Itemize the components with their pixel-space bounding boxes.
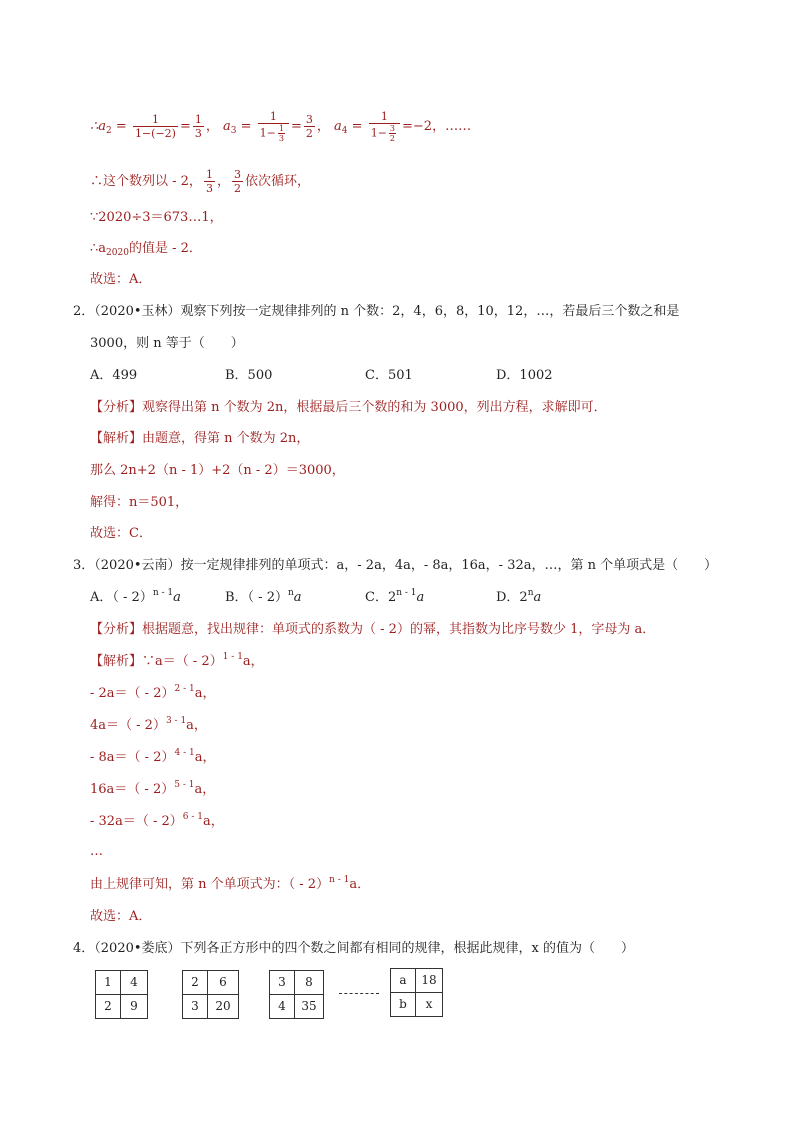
q2-options — [90, 367, 710, 385]
value-line — [90, 240, 202, 258]
q3-option-c — [365, 589, 424, 607]
term-a2-fraction — [133, 113, 178, 140]
q3-step-2 — [90, 685, 215, 703]
q3-option-d — [496, 589, 541, 607]
square-cell: 4 — [270, 995, 295, 1019]
q2-option-b: B．500 — [225, 368, 273, 383]
cycle-suffix: 依次循环， — [244, 174, 310, 189]
step-lhs: 16a＝（ - 2） — [90, 782, 175, 797]
q4-stem: 4．（2020•娄底）下列各正方形中的四个数之间都有相同的规律，根据此规律，x 的值为（ ） — [73, 941, 634, 956]
q2-analysis — [90, 399, 607, 417]
opt-exponent: n - 1 — [152, 588, 174, 598]
square-cell: 4 — [121, 971, 148, 995]
square-cell: a — [391, 969, 416, 993]
value-prefix: ∴a — [90, 241, 107, 256]
ellipsis-dashes — [339, 993, 379, 994]
step-tail: a， — [242, 654, 264, 669]
square-cell: 6 — [208, 971, 239, 995]
cycle-fraction-1 — [204, 168, 215, 195]
square-cell: 20 — [208, 995, 239, 1019]
q2-solution — [90, 430, 309, 448]
frac-denominator: 2 — [389, 134, 396, 143]
opt-base: A．（ - 2） — [90, 590, 153, 605]
term-a2-subscript: 2 — [106, 126, 112, 136]
frac-numerator: 1 — [133, 113, 178, 127]
opt-tail: a — [533, 590, 542, 605]
step-exponent: 3 - 1 — [165, 716, 187, 726]
cycle-prefix: ∴这个数列以 - 2， — [90, 174, 202, 189]
q2-option-a: A．499 — [90, 368, 138, 383]
square-cell: 1 — [96, 971, 121, 995]
answer-1: 故选：A． — [90, 272, 152, 287]
square-cell: 2 — [183, 971, 208, 995]
square-cell: 35 — [295, 995, 324, 1019]
den-prefix: 1− — [370, 126, 387, 140]
frac-numerator: 3 — [305, 113, 313, 126]
term-a2-label: ∴a — [90, 119, 107, 134]
frac-denominator: 3 — [278, 134, 284, 143]
opt-tail: a — [293, 590, 302, 605]
cycle-fraction-2 — [232, 168, 243, 195]
opt-exponent: n — [287, 588, 294, 598]
square-2 — [182, 970, 239, 1019]
step-tail: a， — [194, 782, 216, 797]
q3-step-4 — [90, 749, 215, 767]
opt-exponent: n - 1 — [396, 588, 417, 598]
square-cell: 18 — [416, 969, 443, 993]
opt-base: C．2 — [365, 590, 397, 605]
step-tail: a， — [194, 750, 216, 765]
q2-option-c: C．501 — [365, 368, 413, 383]
frac-denominator: 1−(−2) — [134, 127, 176, 140]
frac-numerator: 1 — [205, 168, 213, 181]
q3-step-3 — [90, 717, 207, 735]
frac-numerator: 1 — [194, 113, 202, 126]
q3-step-1 — [90, 653, 264, 671]
q2-stem-line2: 3000，则 n 等于（ ） — [90, 336, 244, 351]
frac-denominator: 2 — [305, 127, 313, 140]
term-a2-value — [193, 113, 204, 140]
den-prefix: 1− — [259, 126, 276, 140]
step-exponent: 5 - 1 — [174, 780, 195, 790]
nested-fraction — [389, 124, 396, 143]
q2-solve: 解得：n＝501， — [90, 495, 189, 510]
frac-denominator — [258, 124, 289, 143]
square-1 — [95, 970, 148, 1019]
answer-3: 故选：A． — [90, 909, 152, 924]
term-a3-subscript: 3 — [230, 126, 237, 136]
step-lhs: - 32a＝（ - 2） — [90, 814, 183, 829]
step-lhs: 4a＝（ - 2） — [90, 718, 166, 733]
q3-stem: 3．（2020•云南）按一定规律排列的单项式：a，- 2a，4a，- 8a，16a，- 32a，…，第 n 个单项式是（ ） — [73, 558, 718, 573]
step-tail: a， — [194, 686, 216, 701]
square-4 — [390, 968, 443, 1017]
frac-numerator: 1 — [369, 110, 400, 124]
square-cell: 8 — [295, 971, 324, 995]
step-tail: a， — [186, 718, 207, 733]
conclusion-tail: a． — [349, 877, 371, 892]
step-lhs: - 8a＝（ - 2） — [90, 750, 175, 765]
q3-option-b — [225, 589, 302, 607]
square-cell: 2 — [96, 995, 121, 1019]
step-tail: a， — [202, 814, 224, 829]
division-line: ∵2020÷3＝673…1， — [90, 210, 223, 225]
q3-option-a — [90, 589, 181, 607]
q2-equation: 那么 2n+2（n - 1）+2（n - 2）＝3000， — [90, 463, 345, 478]
q3-options — [90, 589, 710, 607]
frac-numerator: 1 — [278, 124, 284, 133]
frac-denominator — [369, 124, 400, 143]
nested-fraction — [278, 124, 285, 143]
term-a4-fraction — [369, 110, 400, 143]
conclusion-prefix: 由上规律可知，第 n 个单项式为：（ - 2） — [90, 877, 330, 892]
analysis-text: 根据题意，找出规律：单项式的系数为（ - 2）的幂，其指数为比序号数少 1，字母为 a． — [142, 622, 656, 637]
frac-denominator: 2 — [233, 182, 241, 195]
q2-option-d: D．1002 — [496, 368, 553, 383]
frac-numerator: 3 — [389, 124, 396, 133]
frac-denominator: 3 — [194, 127, 202, 140]
step-exponent: 2 - 1 — [174, 684, 195, 694]
value-suffix: 的值是 - 2． — [128, 241, 202, 256]
term-a3-value — [304, 113, 315, 140]
analysis-tag: 【分析】 — [90, 400, 143, 415]
opt-tail: a — [173, 590, 181, 605]
step-exponent: 6 - 1 — [182, 812, 203, 822]
solution-tag: 【解析】 — [90, 431, 143, 446]
square-3 — [269, 970, 324, 1019]
step-lhs: - 2a＝（ - 2） — [90, 686, 175, 701]
cycle-line: ∴这个数列以 - 2， $\frac{1}{3}$ ， $\frac{3}{2}$ 依次循环， — [90, 168, 310, 195]
frac-numerator: 3 — [233, 168, 241, 181]
sequence-terms-line: $\therefore a_2$ = $\frac{1}{1-(-2)}$ = $\frac{1}{3}$ ， $a_3$ = 1 1− $\frac{1}{3}$ = $\frac{3}{2}$ ， $a_4$ = 1 1− $\frac{3}{2}$ =−2，…… — [90, 110, 472, 143]
q3-ellipsis: … — [90, 844, 103, 859]
step-lhs: ∵a＝（ - 2） — [142, 654, 223, 669]
solution-tag: 【解析】 — [90, 654, 143, 669]
q3-analysis — [90, 621, 655, 639]
frac-numerator: 1 — [258, 110, 289, 124]
q3-step-5 — [90, 781, 215, 799]
square-cell: 3 — [270, 971, 295, 995]
square-cell: b — [391, 993, 416, 1017]
opt-tail: a — [416, 590, 425, 605]
value-subscript: 2020 — [106, 248, 129, 258]
step-exponent: 4 - 1 — [174, 748, 195, 758]
q2-stem-line1: 2．（2020•玉林）观察下列按一定规律排列的 n 个数：2，4，6，8，10，12，…，若最后三个数之和是 — [73, 304, 680, 319]
solution-text: 由题意，得第 n 个数为 2n， — [142, 431, 310, 446]
square-cell: x — [416, 993, 443, 1017]
q3-conclusion — [90, 876, 370, 894]
opt-base: B．（ - 2） — [225, 590, 288, 605]
conclusion-exponent: n - 1 — [329, 875, 350, 885]
step-exponent: 1 - 1 — [222, 652, 243, 662]
opt-base: D．2 — [496, 590, 528, 605]
q3-step-6 — [90, 813, 224, 831]
analysis-tag: 【分析】 — [90, 622, 143, 637]
square-cell: 9 — [121, 995, 148, 1019]
term-a4-subscript: 4 — [341, 126, 348, 136]
square-cell: 3 — [183, 995, 208, 1019]
term-a4-value: =−2，…… — [402, 119, 472, 134]
answer-2: 故选：C． — [90, 526, 152, 541]
analysis-text: 观察得出第 n 个数为 2n，根据最后三个数的和为 3000，列出方程，求解即可． — [142, 400, 607, 415]
frac-denominator: 3 — [205, 182, 213, 195]
term-a3-fraction — [258, 110, 289, 143]
opt-exponent: n — [527, 588, 534, 598]
